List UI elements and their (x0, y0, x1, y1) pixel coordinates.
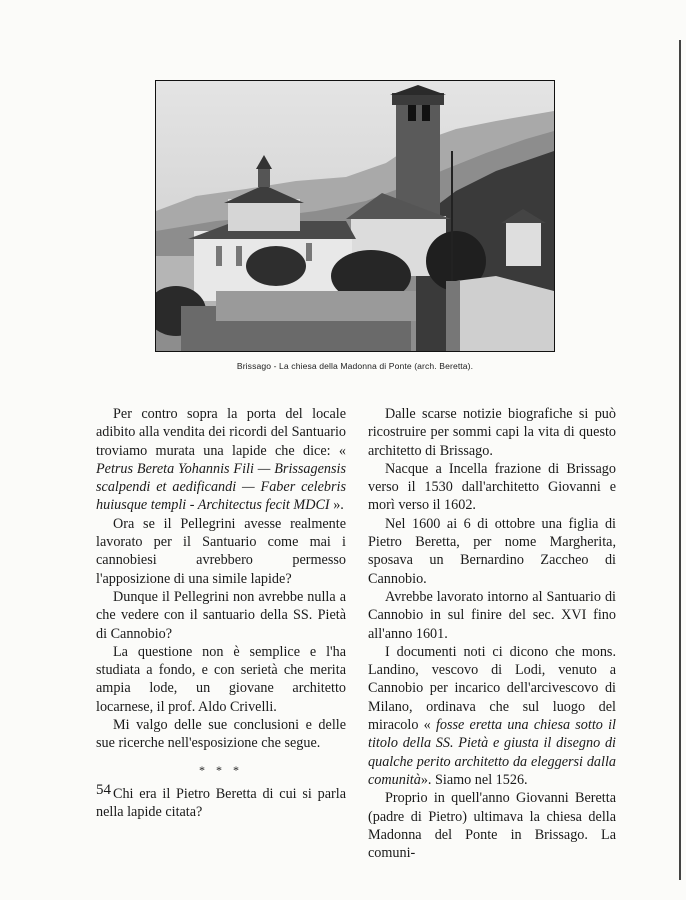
right-paragraph-6: Proprio in quell'anno Giovanni Beretta (padre di Pietro) ultimava la chiesa della Madonna del Ponte in Brissago. La comuni- (368, 790, 616, 862)
left-paragraph-5: Mi valgo delle sue conclusioni e delle sue ricerche nell'esposizione che segue. (96, 717, 346, 752)
left-paragraph-3: Dunque il Pellegrini non avrebbe nulla a che vedere con il santuario della SS. Pietà di Cannobio? (96, 588, 346, 642)
left-paragraph-1: Per contro sopra la porta del locale adibito alla vendita dei ricordi del Santuario troviamo murata una lapide che dice: « Petrus Bereta Yohannis Fili — Brissagensis scalpendi et aedificandi — Faber celebris huiusque templi - Architectus fecit MDCI ». (96, 406, 346, 514)
photo-church-madonna-di-ponte (155, 80, 555, 352)
right-paragraph-2: Nacque a Incella frazione di Brissago verso il 1530 dall'architetto Giovanni e morì verso il 1602. (368, 460, 616, 514)
right-column (368, 405, 616, 862)
right-paragraph-4: Avrebbe lavorato intorno al Santuario di Cannobio in sul finire del sec. XVI fino all'anno 1601. (368, 588, 616, 642)
photo-caption: Brissago - La chiesa della Madonna di Ponte (arch. Beretta). (236, 361, 474, 371)
page-edge-line (679, 40, 681, 880)
section-separator: * * * (199, 762, 243, 777)
left-paragraph-6: Chi era il Pietro Beretta di cui si parla nella lapide citata? (96, 785, 346, 821)
left-paragraph-2: Ora se il Pellegrini avesse realmente lavorato per il Santuario come mai i cannobiesi avrebbero permesso l'apposizione di una simile lapide? (96, 515, 346, 587)
left-column (96, 405, 346, 822)
right-paragraph-5: I documenti noti ci dicono che mons. Landino, vescovo di Lodi, venuto a Cannobio per incarico dell'arcivescovo di Milano, ordinava che sul luogo del miracolo « fosse eretta una chiesa sotto il titolo della SS. Pietà e giusta il disegno di qualche perito architetto da eleggersi dalla comunità». Siamo nel 1526. (368, 643, 616, 788)
right-paragraph-3: Nel 1600 ai 6 di ottobre una figlia di Pietro Beretta, per nome Margherita, sposava un Bernardino Zaccheo di Cannobio. (368, 515, 616, 587)
right-paragraph-1: Dalle scarse notizie biografiche si può ricostruire per sommi capi la vita di questo architetto di Brissago. (368, 406, 616, 459)
page-number: 54 (96, 782, 111, 798)
left-paragraph-4: La questione non è semplice e l'ha studiata a fondo, e con serietà che merita ampia lode, un giovane architetto locarnese, il prof. Aldo Crivelli. (96, 643, 346, 715)
